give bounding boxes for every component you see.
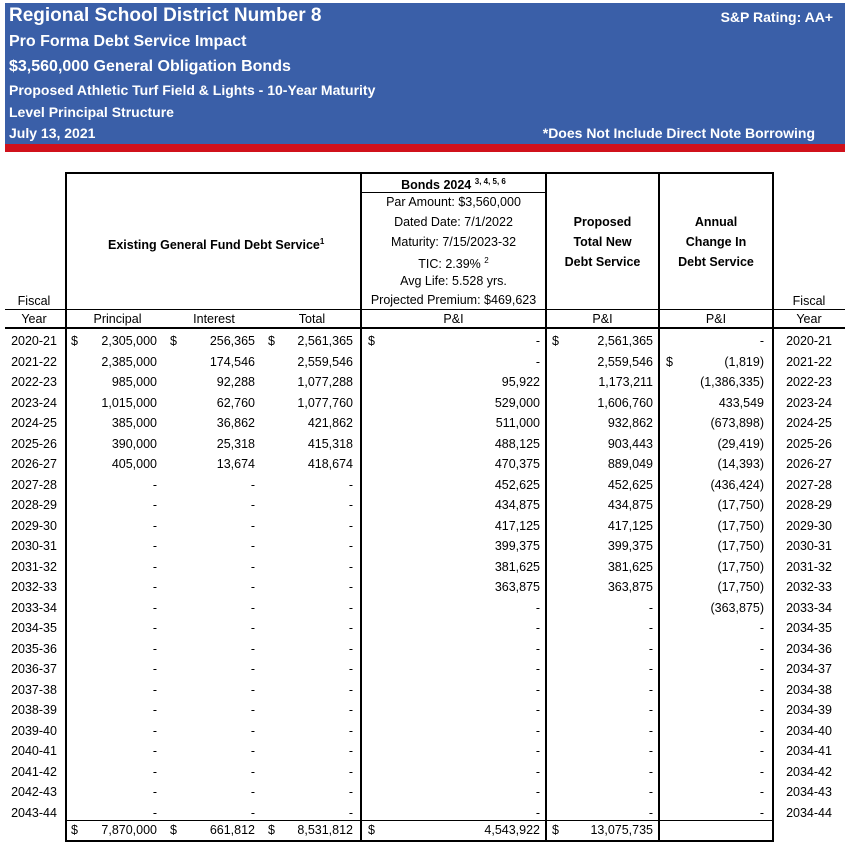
bonds-pi-cell: 95,922 <box>501 375 540 389</box>
fiscal-year: 2028-29 <box>11 498 57 512</box>
fiscal-year: 2036-37 <box>11 662 57 676</box>
interest-cell: - <box>250 682 255 697</box>
bonds-pi-cell: 363,875 <box>494 580 540 594</box>
principal-cell: - <box>152 518 157 533</box>
fiscal-year: 2039-40 <box>11 723 57 738</box>
rating-label: S&P Rating: AA+ <box>720 9 833 25</box>
bonds-pi-cell: 381,625 <box>494 559 540 574</box>
principal-cell: - <box>152 764 157 779</box>
annual-change-cell: - <box>759 805 764 820</box>
annual-change-cell: (17,750) <box>717 580 764 594</box>
fiscal-year-right: 2023-24 <box>786 395 832 410</box>
annual-change-cell: - <box>759 662 764 676</box>
fiscal-year: 2033-34 <box>11 600 57 615</box>
projected-premium: Projected Premium: $469,623 <box>370 293 537 307</box>
annual-pi-col-header: P&I <box>705 312 727 326</box>
fiscal-year: 2029-30 <box>11 518 57 533</box>
bonds-pi-cell: - <box>535 334 540 348</box>
proposed-pi-cell: - <box>648 662 653 676</box>
total-cell: - <box>348 539 353 553</box>
annual-change-cell: - <box>759 744 764 758</box>
report-date: July 13, 2021 <box>9 125 96 141</box>
year-label-left: Year <box>21 312 47 326</box>
tic-rate: TIC: 2.39% $^2$ <box>418 256 489 272</box>
interest-cell: - <box>250 785 255 799</box>
proposed-pi-cell: 434,875 <box>607 498 653 512</box>
principal-cell: 2,385,000 <box>101 354 157 369</box>
subtitle-project: Proposed Athletic Turf Field & Lights - 10-Year Maturity <box>9 82 376 98</box>
bonds-pi-col-header: P&I <box>443 312 464 326</box>
proposed-pi-cell: - <box>648 744 653 758</box>
total-dollar-sign: $ <box>71 823 78 837</box>
total-cell: 2,561,365 <box>297 334 353 348</box>
bonds-pi-cell: - <box>535 764 540 779</box>
borrowing-note: *Does Not Include Direct Note Borrowing <box>542 125 815 141</box>
total-cell: - <box>348 744 353 758</box>
interest-cell: - <box>250 600 255 615</box>
proposed-pi-cell: 381,625 <box>607 559 653 574</box>
total-principal: 7,870,000 <box>101 823 157 837</box>
bonds-pi-cell: - <box>535 723 540 738</box>
fiscal-year: 2032-33 <box>11 580 57 594</box>
par-amount: Par Amount: $3,560,000 <box>386 195 521 209</box>
proposed-pi-cell: - <box>648 621 653 635</box>
interest-cell: 13,674 <box>216 457 255 471</box>
interest-cell: - <box>250 662 255 676</box>
bonds-pi-cell: 434,875 <box>494 498 540 512</box>
total-cell: - <box>348 600 353 615</box>
subtitle-structure: Level Principal Structure <box>9 104 174 120</box>
avg-life: Avg Life: 5.528 yrs. <box>400 274 507 288</box>
total-total: 8,531,812 <box>297 823 353 837</box>
annual-change-cell: (17,750) <box>717 498 764 512</box>
total-dollar-sign: $ <box>552 823 559 837</box>
proposed-pi-cell: - <box>648 703 653 717</box>
annual-change-cell: 433,549 <box>718 395 764 410</box>
total-cell: - <box>348 682 353 697</box>
fiscal-year-right: 2025-26 <box>786 436 832 451</box>
total-cell: - <box>348 805 353 820</box>
fiscal-year-right: 2034-36 <box>786 641 832 656</box>
proposed-pi-cell: 452,625 <box>607 477 653 492</box>
subtitle-bonds: $3,560,000 General Obligation Bonds <box>9 58 291 75</box>
col-border-right <box>772 172 774 842</box>
fiscal-year: 2025-26 <box>11 436 57 451</box>
fiscal-year-right: 2032-33 <box>786 580 832 594</box>
annual-change-cell: (17,750) <box>717 559 764 574</box>
annual-change-cell: - <box>759 785 764 799</box>
fiscal-year-right: 2022-23 <box>786 375 832 389</box>
bonds-pi-cell: 399,375 <box>494 539 540 553</box>
total-bonds-pi: 4,543,922 <box>484 823 540 837</box>
annual-change-cell: - <box>759 621 764 635</box>
total-cell: - <box>348 785 353 799</box>
annual-change-cell: (14,393) <box>717 457 764 471</box>
fiscal-year-right: 2034-44 <box>786 805 832 820</box>
proposed-header-2: Total New <box>573 235 632 249</box>
fiscal-year-right: 2029-30 <box>786 518 832 533</box>
total-interest: 661,812 <box>209 823 255 837</box>
total-cell: - <box>348 559 353 574</box>
annual-change-cell: - <box>759 641 764 656</box>
fiscal-year-right: 2033-34 <box>786 600 832 615</box>
proposed-header-3: Debt Service <box>564 255 641 269</box>
bonds-pi-cell: - <box>535 785 540 799</box>
proposed-pi-cell: 399,375 <box>607 539 653 553</box>
dollar-sign: $ <box>170 334 177 348</box>
annual-change-cell: (1,819) <box>724 354 764 369</box>
proposed-pi-cell: - <box>648 785 653 799</box>
interest-cell: - <box>250 518 255 533</box>
subtitle-impact: Pro Forma Debt Service Impact <box>9 33 247 50</box>
proposed-pi-col-header: P&I <box>592 312 613 326</box>
principal-cell: 2,305,000 <box>101 334 157 348</box>
fiscal-year-right: 2034-38 <box>786 682 832 697</box>
bonds-pi-cell: 452,625 <box>494 477 540 492</box>
annual-change-cell: (17,750) <box>717 539 764 553</box>
total-cell: - <box>348 498 353 512</box>
proposed-pi-cell: - <box>648 600 653 615</box>
proposed-pi-cell: 2,559,546 <box>597 354 653 369</box>
year-label-right: Year <box>796 312 822 326</box>
proposed-pi-cell: - <box>648 641 653 656</box>
bonds-pi-cell: - <box>535 805 540 820</box>
principal-cell: - <box>152 805 157 820</box>
fiscal-year: 2022-23 <box>11 375 57 389</box>
annual-change-cell: - <box>759 682 764 697</box>
total-cell: 1,077,288 <box>297 375 353 389</box>
interest-cell: - <box>250 641 255 656</box>
total-cell: 415,318 <box>307 436 353 451</box>
dollar-sign: $ <box>268 334 275 348</box>
bonds-pi-cell: - <box>535 354 540 369</box>
totals-bottom-border <box>65 840 774 842</box>
proposed-pi-cell: 2,561,365 <box>597 334 653 348</box>
annual-header-1: Annual <box>694 215 738 229</box>
fiscal-year-right: 2034-42 <box>786 764 832 779</box>
principal-cell: - <box>152 580 157 594</box>
col-border-proposed <box>545 172 547 842</box>
principal-cell: - <box>152 559 157 574</box>
proposed-pi-cell: 363,875 <box>607 580 653 594</box>
fiscal-year-right: 2034-40 <box>786 723 832 738</box>
fiscal-year-right: 2034-41 <box>786 744 832 758</box>
proposed-pi-cell: 1,173,211 <box>598 375 653 389</box>
fiscal-year: 2030-31 <box>11 539 57 553</box>
total-proposed-pi: 13,075,735 <box>590 823 653 837</box>
bonds-pi-cell: - <box>535 744 540 758</box>
principal-cell: - <box>152 703 157 717</box>
bonds-pi-cell: - <box>535 662 540 676</box>
principal-cell: - <box>152 600 157 615</box>
bonds-pi-cell: - <box>535 600 540 615</box>
total-cell: - <box>348 580 353 594</box>
maturity: Maturity: 7/15/2023-32 <box>390 235 517 249</box>
fiscal-year: 2037-38 <box>11 682 57 697</box>
interest-cell: - <box>250 539 255 553</box>
principal-cell: - <box>152 539 157 553</box>
total-cell: 421,862 <box>307 416 353 430</box>
fiscal-year: 2020-21 <box>11 334 57 348</box>
bonds-pi-cell: - <box>535 641 540 656</box>
interest-cell: - <box>250 744 255 758</box>
proposed-pi-cell: 903,443 <box>607 436 653 451</box>
principal-cell: - <box>152 641 157 656</box>
total-dollar-sign: $ <box>170 823 177 837</box>
col-border-annual <box>658 172 660 842</box>
dollar-sign: $ <box>552 334 559 348</box>
fiscal-year-right: 2031-32 <box>786 559 832 574</box>
interest-cell: 256,365 <box>209 334 255 348</box>
principal-cell: - <box>152 621 157 635</box>
interest-cell: - <box>250 621 255 635</box>
principal-cell: - <box>152 498 157 512</box>
fiscal-year-right: 2030-31 <box>786 539 832 553</box>
annual-change-cell: - <box>759 723 764 738</box>
bonds-pi-cell: - <box>535 682 540 697</box>
proposed-pi-cell: - <box>648 723 653 738</box>
interest-cell: 25,318 <box>216 436 255 451</box>
total-cell: - <box>348 641 353 656</box>
fiscal-year-right: 2024-25 <box>786 416 832 430</box>
bonds-pi-cell: - <box>535 621 540 635</box>
interest-cell: - <box>250 764 255 779</box>
interest-cell: - <box>250 559 255 574</box>
annual-change-cell: (673,898) <box>710 416 764 430</box>
annual-change-cell: (363,875) <box>710 600 764 615</box>
dollar-sign: $ <box>666 354 673 369</box>
fiscal-year: 2040-41 <box>11 744 57 758</box>
principal-cell: 385,000 <box>111 416 157 430</box>
total-cell: - <box>348 764 353 779</box>
bonds-2024-header: Bonds 2024 $^{3, 4, 5, 6}$ <box>401 177 506 193</box>
proposed-pi-cell: - <box>648 764 653 779</box>
fiscal-year: 2024-25 <box>11 416 57 430</box>
interest-cell: 92,288 <box>216 375 255 389</box>
annual-change-cell: - <box>759 703 764 717</box>
proposed-pi-cell: 417,125 <box>607 518 653 533</box>
proposed-pi-cell: 889,049 <box>607 457 653 471</box>
existing-ds-header: Existing General Fund Debt Service$^1$ <box>108 237 325 253</box>
annual-header-3: Debt Service <box>678 255 754 269</box>
interest-cell: 36,862 <box>216 416 255 430</box>
annual-change-cell: - <box>759 334 764 348</box>
fiscal-year-right: 2028-29 <box>786 498 832 512</box>
proposed-pi-cell: 1,606,760 <box>597 395 653 410</box>
bonds-pi-cell: 511,000 <box>495 416 540 430</box>
bonds-pi-cell: - <box>535 703 540 717</box>
total-cell: - <box>348 723 353 738</box>
principal-cell: - <box>152 744 157 758</box>
fiscal-year: 2023-24 <box>11 395 57 410</box>
annual-change-cell: (17,750) <box>717 518 764 533</box>
fiscal-year-right: 2021-22 <box>786 354 832 369</box>
total-cell: 2,559,546 <box>297 354 353 369</box>
principal-cell: - <box>152 723 157 738</box>
principal-cell: 405,000 <box>111 457 157 471</box>
principal-cell: - <box>152 682 157 697</box>
dollar-sign: $ <box>368 334 375 348</box>
fiscal-year: 2038-39 <box>11 703 57 717</box>
fiscal-year: 2043-44 <box>11 805 57 820</box>
interest-cell: - <box>250 723 255 738</box>
fiscal-year: 2021-22 <box>11 354 57 369</box>
fiscal-year: 2041-42 <box>11 764 57 779</box>
principal-cell: 390,000 <box>111 436 157 451</box>
annual-change-cell: - <box>759 764 764 779</box>
fiscal-year: 2035-36 <box>11 641 57 656</box>
total-cell: - <box>348 621 353 635</box>
fiscal-year-right: 2026-27 <box>786 457 832 471</box>
accent-bar <box>5 144 845 152</box>
fiscal-year-right: 2034-39 <box>786 703 832 717</box>
fiscal-year-right: 2034-35 <box>786 621 832 635</box>
fiscal-label-left: Fiscal <box>17 294 51 308</box>
fiscal-year-right: 2034-43 <box>786 785 832 799</box>
fiscal-year: 2031-32 <box>11 559 57 574</box>
total-cell: 1,077,760 <box>297 395 353 410</box>
bonds-pi-cell: 417,125 <box>494 518 540 533</box>
principal-cell: - <box>152 785 157 799</box>
proposed-pi-cell: 932,862 <box>607 416 653 430</box>
principal-cell: 985,000 <box>111 375 157 389</box>
total-dollar-sign: $ <box>368 823 375 837</box>
total-col-header: Total <box>298 312 326 326</box>
proposed-pi-cell: - <box>648 805 653 820</box>
district-title: Regional School District Number 8 <box>9 5 322 26</box>
dated-date: Dated Date: 7/1/2022 <box>394 215 513 229</box>
dollar-sign: $ <box>71 334 78 348</box>
interest-cell: - <box>250 703 255 717</box>
proposed-pi-cell: - <box>648 682 653 697</box>
interest-cell: - <box>250 580 255 594</box>
fiscal-year: 2042-43 <box>11 785 57 799</box>
interest-cell: - <box>250 805 255 820</box>
fiscal-year: 2034-35 <box>11 621 57 635</box>
principal-cell: - <box>152 477 157 492</box>
total-cell: - <box>348 518 353 533</box>
fiscal-year-right: 2020-21 <box>786 334 832 348</box>
principal-cell: - <box>152 662 157 676</box>
principal-cell: 1,015,000 <box>101 395 157 410</box>
bonds-pi-cell: 470,375 <box>494 457 540 471</box>
interest-cell: 62,760 <box>216 395 255 410</box>
annual-change-cell: (29,419) <box>717 436 764 451</box>
fiscal-label-right: Fiscal <box>792 294 826 308</box>
total-dollar-sign: $ <box>268 823 275 837</box>
fiscal-year-right: 2027-28 <box>786 477 832 492</box>
interest-cell: - <box>250 498 255 512</box>
header-banner <box>5 3 845 144</box>
col-border-left <box>65 172 67 842</box>
fiscal-year: 2027-28 <box>11 477 57 492</box>
interest-cell: 174,546 <box>209 354 255 369</box>
bonds-pi-cell: 488,125 <box>494 436 540 451</box>
bonds-pi-cell: 529,000 <box>494 395 540 410</box>
total-cell: - <box>348 477 353 492</box>
fiscal-year: 2026-27 <box>11 457 57 471</box>
interest-cell: - <box>250 477 255 492</box>
total-cell: 418,674 <box>307 457 353 471</box>
annual-header-2: Change In <box>685 235 747 249</box>
total-cell: - <box>348 703 353 717</box>
annual-change-cell: (436,424) <box>710 477 764 492</box>
proposed-header-1: Proposed <box>573 215 632 229</box>
interest-col-header: Interest <box>193 312 235 326</box>
annual-change-cell: (1,386,335) <box>700 375 764 389</box>
total-cell: - <box>348 662 353 676</box>
principal-col-header: Principal <box>93 312 142 326</box>
fiscal-year-right: 2034-37 <box>786 662 832 676</box>
